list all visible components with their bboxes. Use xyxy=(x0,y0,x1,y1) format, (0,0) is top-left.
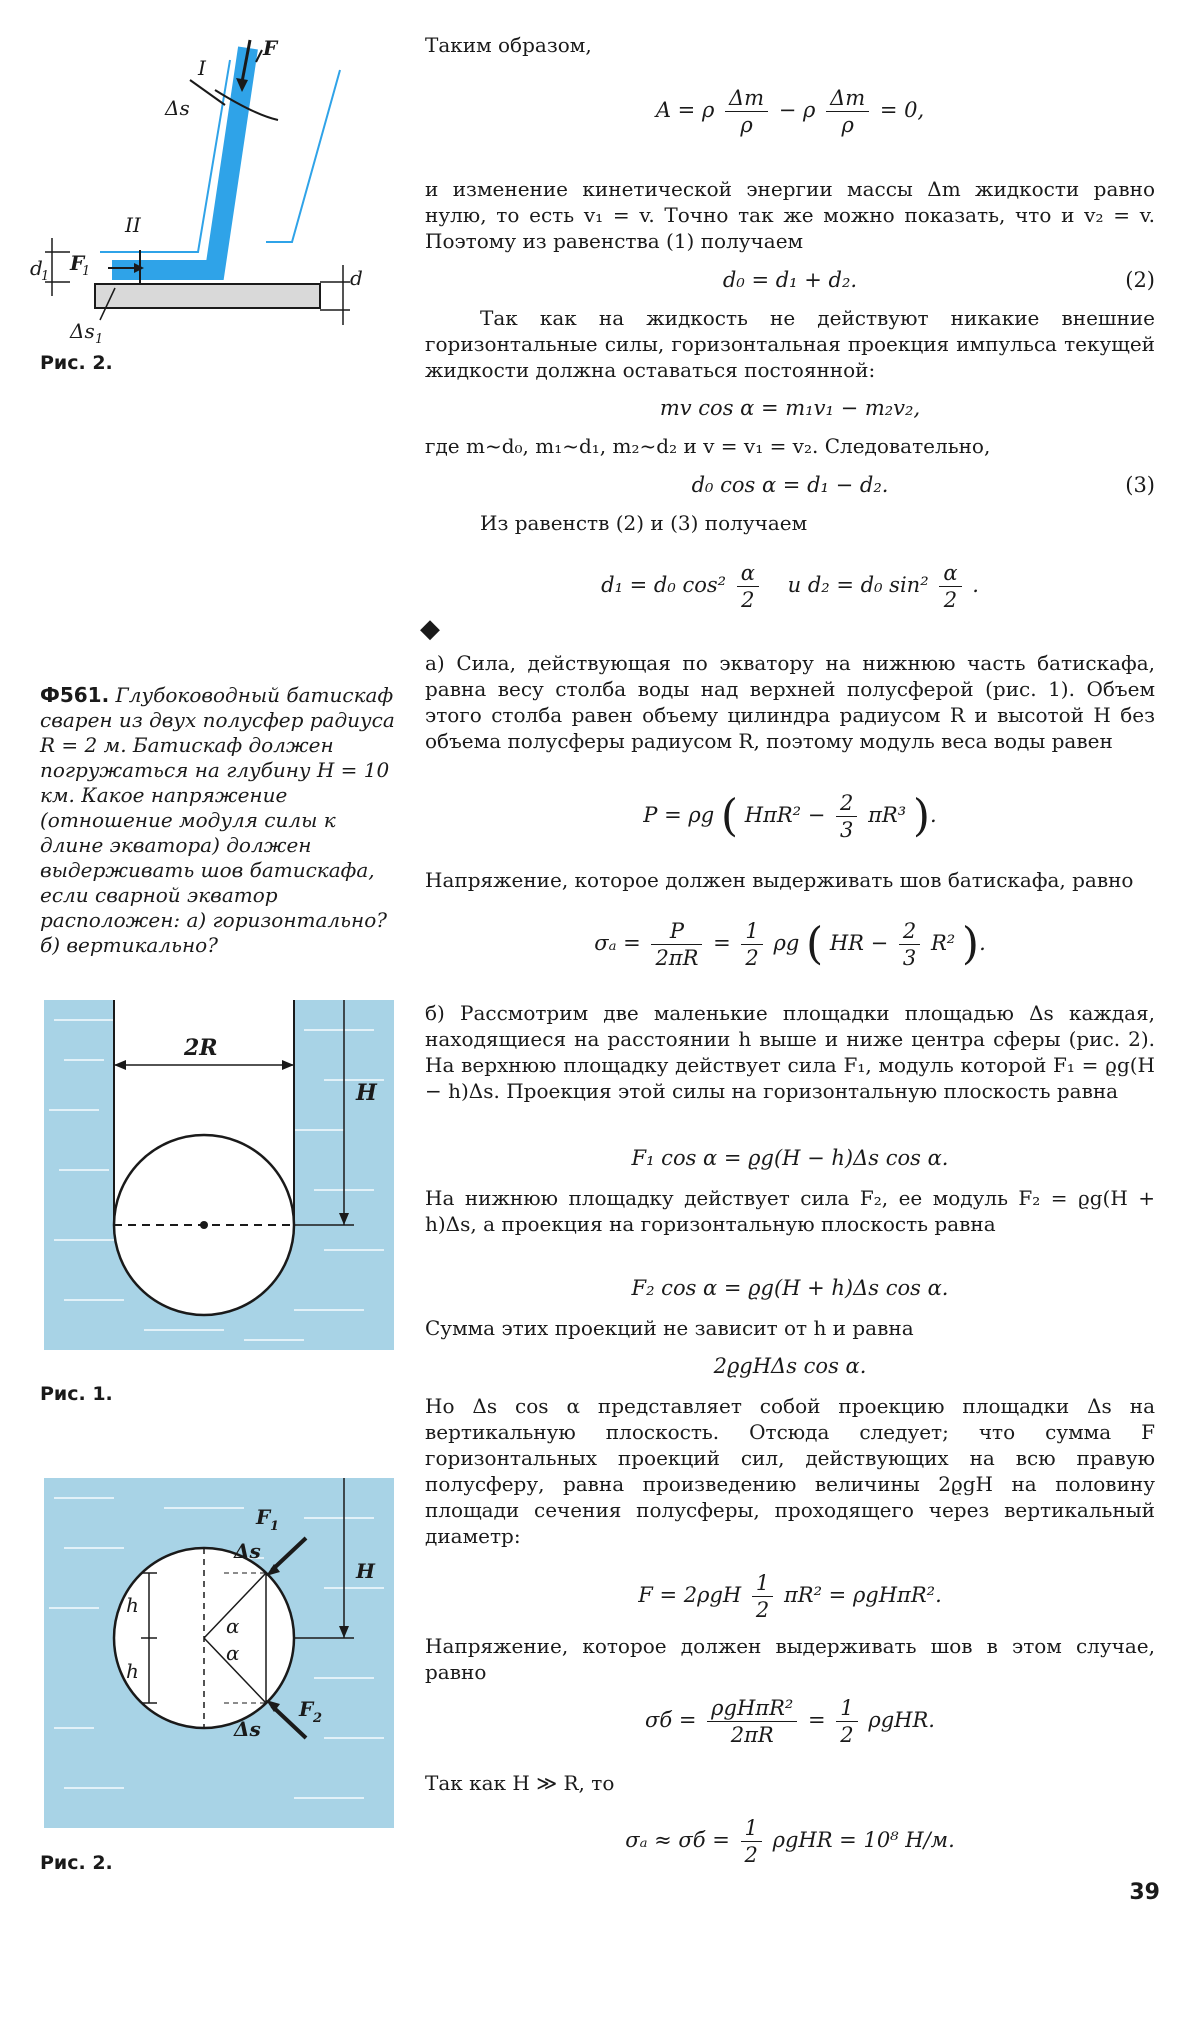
page-number: 39 xyxy=(1129,1880,1160,1905)
equation-momentum: mv cos α = m₁v₁ − m₂v₂, xyxy=(659,396,921,420)
label-F: F xyxy=(263,36,278,60)
problem-text: Глубоководный батискаф сварен из двух полусфер радиуса R = 2 м. Батискаф должен погружаться на глубину H = 10 км. Какое напряжение (отношение модуля силы к длине экватора) должен выдерживать шов батискафа, если сварной экватор расположен: а) горизонтально? б) вертикально? xyxy=(40,683,395,957)
intro-text: Таким образом, xyxy=(425,33,592,57)
equation-final: σₐ ≈ σб = $\frac{1}{2}$ ρgHR = 10⁸ Н/м. xyxy=(625,1816,955,1867)
equation-sum: 2ϱgHΔs cos α. xyxy=(713,1354,867,1378)
label-ds1: Δs xyxy=(70,319,95,343)
fig2-label-h-up: h xyxy=(126,1593,139,1617)
equation-number-2: (2) xyxy=(1125,268,1155,292)
fig2-label-alpha2: α xyxy=(226,1641,240,1665)
equation-weight: P = ρg ( HπR² − $\frac{2}{3}$ πR³ ). xyxy=(643,790,937,842)
figure-2 xyxy=(44,1478,394,1828)
answer-b: б) Рассмотрим две маленькие площадки площадью Δs каждая, находящиеся на расстоянии h выше и ниже центра сферы (рис. 2). На верхнюю площадку действует сила F₁, модуль которой F₁ = ϱg(H − h)Δs. Проекция этой силы на горизонтальную плоскость равна xyxy=(425,1001,1155,1103)
equation-number-3: (3) xyxy=(1125,473,1155,497)
answer-b-2: На нижнюю площадку действует сила F₂, ее модуль F₂ = ϱg(H + h)Δs, а проекция на горизонтальную плоскость равна xyxy=(425,1186,1155,1236)
answer-b-6: Так как H ≫ R, то xyxy=(425,1771,615,1795)
answer-b-5: Напряжение, которое должен выдерживать шов в этом случае, равно xyxy=(425,1634,1155,1684)
label-d1: d xyxy=(30,256,43,280)
equation-work: A = ρ $\frac{\Delta m}{\rho}$ − ρ $\frac{\Delta m}{\rho}$ = 0, xyxy=(655,86,925,137)
jet-figure xyxy=(30,20,363,350)
equation-sigma-b: σб = $\frac{\text{ρgHπR²}}{2\pi R}$ = $\frac{1}{2}$ ρgHR. xyxy=(645,1696,935,1747)
equation-sigma-a: σₐ = $\frac{P}{2\pi R}$ = $\frac{1}{2}$ ρg ( HR − $\frac{2}{3}$ R² ). xyxy=(594,918,986,970)
label-ds1-sub: 1 xyxy=(95,332,104,347)
label-F1: F xyxy=(70,251,85,275)
paragraph-2: Так как на жидкость не действуют никакие внешние горизонтальные силы, горизонтальная проекция импульса текущей жидкости должна оставаться постоянной: xyxy=(425,306,1155,382)
fig2-label-F1-sub: 1 xyxy=(270,1519,280,1534)
label-I: I xyxy=(198,56,206,80)
problem-number: Ф561. xyxy=(40,683,110,707)
equation-3: d₀ cos α = d₁ − d₂. (3) xyxy=(691,473,1155,497)
diamond-marker: ◆ xyxy=(420,614,440,644)
equation-f1: F₁ cos α = ϱg(H − h)Δs cos α. xyxy=(631,1146,949,1170)
fig2-label-ds-bot: Δs xyxy=(234,1717,261,1741)
label-d1-sub: 1 xyxy=(41,269,50,284)
answer-a: а) Сила, действующая по экватору на нижнюю часть батискафа, равна весу столба воды над верхней полусферой (рис. 1). Объем этого столба равен объему цилиндра радиусом R и высотой H без объема полусферы радиусом R, поэтому модуль веса воды равен xyxy=(425,651,1155,753)
figure-1 xyxy=(44,1000,394,1350)
fig1-caption: Рис. 1. xyxy=(40,1383,113,1405)
label-2R: 2R xyxy=(184,1035,218,1061)
fig2-label-H: H xyxy=(356,1559,375,1583)
label-F1-sub: 1 xyxy=(82,264,91,279)
fig2-label-F2: F xyxy=(299,1697,314,1721)
answer-b-4: Но Δs cos α представляет собой проекцию площадки Δs на вертикальную плоскость. Отсюда следует; что сумма F горизонтальных проекций сил, действующих на всю правую полусферу, равна произведению величины 2ϱgH на половину площади сечения полусферы, проходящего через вертикальный диаметр: xyxy=(425,1394,1155,1548)
paragraph-1: и изменение кинетической энергии массы Δm жидкости равно нулю, то есть v₁ = v. Точно так же можно показать, что и v₂ = v. Поэтому из равенства (1) получаем xyxy=(425,177,1155,253)
paragraph-3: где m~d₀, m₁~d₁, m₂~d₂ и v = v₁ = v₂. Следовательно, xyxy=(425,434,991,458)
answer-a-stress: Напряжение, которое должен выдерживать шов батискафа, равно xyxy=(425,868,1134,892)
plate xyxy=(95,284,320,308)
fig2-label-alpha1: α xyxy=(226,1614,240,1638)
label-II: II xyxy=(125,213,141,237)
fig-top-caption: Рис. 2. xyxy=(40,352,113,374)
label-H: H xyxy=(356,1080,377,1106)
equation-result: d₁ = d₀ cos² $\frac{\alpha}{2}$ и d₂ = d₀ sin² $\frac{\alpha}{2}$ . xyxy=(601,561,979,612)
equation-2: d₀ = d₁ + d₂. (2) xyxy=(722,268,1155,292)
fig2-label-F2-sub: 2 xyxy=(313,1711,323,1726)
equation-f2: F₂ cos α = ϱg(H + h)Δs cos α. xyxy=(631,1276,949,1300)
equation-force: F = 2ρgH $\frac{1}{2}$ πR² = ρgHπR². xyxy=(638,1571,942,1622)
paragraph-4: Из равенств (2) и (3) получаем xyxy=(480,511,808,535)
jet-outer-wall xyxy=(266,70,340,242)
jet-inner-wall xyxy=(100,60,230,252)
fig2-label-ds-top: Δs xyxy=(234,1539,261,1563)
label-ds: Δs xyxy=(165,96,190,120)
problem-statement xyxy=(40,683,396,958)
label-d2: d xyxy=(350,266,363,290)
fig2-label-F1: F xyxy=(256,1505,271,1529)
fig2-label-h-down: h xyxy=(126,1659,139,1683)
fig2-caption: Рис. 2. xyxy=(40,1852,113,1874)
answer-b-3: Сумма этих проекций не зависит от h и равна xyxy=(425,1316,914,1340)
